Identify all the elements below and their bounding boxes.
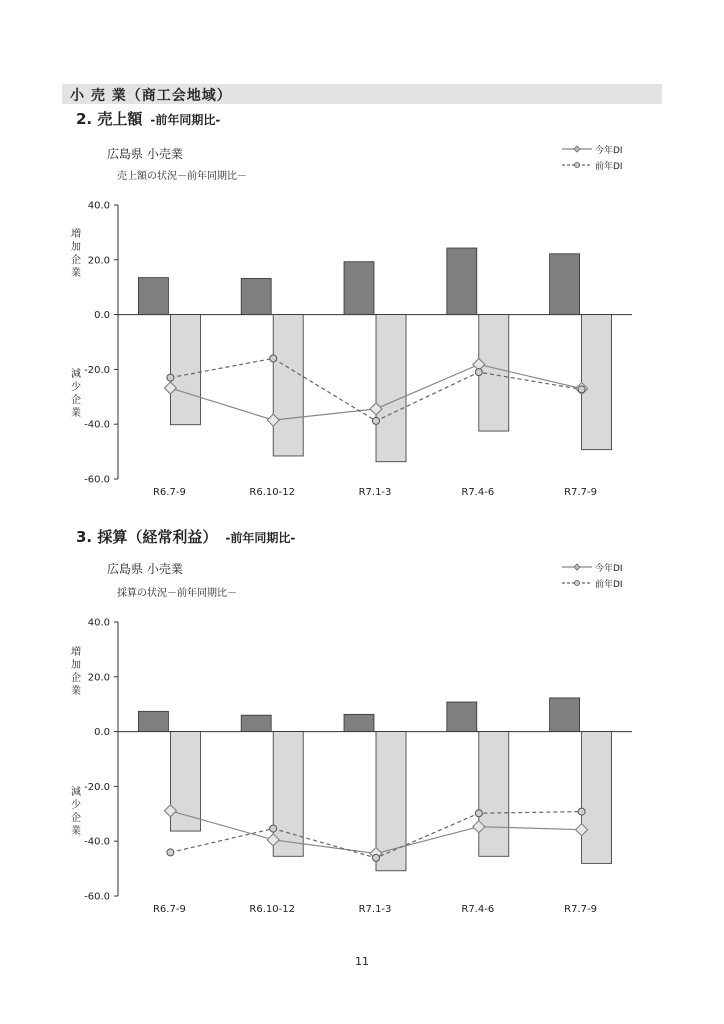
chart-title: 広島県 小売業	[107, 147, 183, 161]
point-last-year	[167, 849, 174, 856]
section-title-text: 2. 売上額	[76, 110, 143, 128]
bar-increase	[550, 254, 580, 315]
legend-line-dashed-icon	[562, 161, 592, 169]
bar-decrease	[582, 315, 612, 450]
chart-title: 広島県 小売業	[107, 562, 183, 576]
bar-decrease	[582, 732, 612, 864]
legend-label: 前年DI	[595, 579, 623, 590]
x-tick-label: R6.10-12	[249, 904, 295, 915]
legend-label: 今年DI	[595, 563, 623, 574]
chart-subtitle: 採算の状況－前年同期比－	[117, 588, 237, 599]
bar-decrease	[376, 315, 406, 462]
bar-increase	[447, 702, 477, 732]
legend-line-dashed-icon	[562, 579, 592, 587]
legend	[562, 141, 652, 173]
bar-decrease	[273, 315, 303, 456]
x-tick-label: R7.4-6	[461, 904, 495, 915]
x-tick-label: R7.4-6	[461, 487, 495, 498]
y-label-decrease: 減少企業	[71, 787, 81, 837]
bar-increase	[138, 711, 168, 731]
y-label-increase: 増加企業	[71, 229, 81, 279]
legend-label: 今年DI	[595, 145, 623, 156]
y-label-increase: 増加企業	[71, 647, 81, 697]
x-tick-label: R7.7-9	[564, 904, 598, 915]
page-number: 11	[355, 955, 369, 968]
section-title-text: 3. 採算（経常利益）	[76, 528, 218, 546]
bar-increase	[241, 715, 271, 731]
y-tick-label: 20.0	[87, 672, 110, 684]
point-last-year	[578, 808, 585, 815]
point-last-year	[373, 854, 380, 861]
y-tick-label: -40.0	[84, 419, 110, 431]
y-tick-label: -60.0	[84, 474, 110, 486]
section-title-profit	[76, 526, 295, 547]
bar-decrease	[170, 315, 200, 425]
bar-increase	[447, 248, 477, 315]
y-tick-label: -20.0	[84, 781, 110, 793]
band-title: 小 売 業（商工会地域）	[70, 88, 232, 104]
point-last-year	[270, 825, 277, 832]
legend-item-last-year	[562, 157, 652, 173]
profit-chart	[0, 612, 724, 932]
point-last-year	[578, 386, 585, 393]
point-last-year	[167, 374, 174, 381]
x-tick-label: R6.7-9	[152, 904, 186, 915]
y-tick-label: -40.0	[84, 836, 110, 848]
x-tick-label: R7.7-9	[564, 487, 598, 498]
y-tick-label: 0.0	[94, 310, 110, 322]
y-tick-label: -20.0	[84, 364, 110, 376]
legend-label: 前年DI	[595, 161, 623, 172]
bar-increase	[550, 698, 580, 732]
legend-item-this-year	[562, 559, 652, 575]
x-tick-label: R6.7-9	[152, 487, 186, 498]
y-tick-label: 40.0	[87, 200, 110, 212]
y-tick-label: 0.0	[94, 727, 110, 739]
sales-chart	[0, 195, 724, 515]
legend	[562, 559, 652, 591]
bar-decrease	[273, 732, 303, 857]
legend-line-solid-icon	[562, 145, 592, 153]
x-tick-label: R7.1-3	[358, 904, 392, 915]
x-tick-label: R6.10-12	[249, 487, 295, 498]
y-tick-label: 40.0	[87, 617, 110, 629]
chart-subtitle: 売上額の状況－前年同期比－	[117, 171, 247, 182]
point-last-year	[270, 355, 277, 362]
section-band	[62, 84, 662, 104]
bar-increase	[138, 278, 168, 315]
legend-item-last-year	[562, 575, 652, 591]
section-title-sub: -前年同期比-	[225, 531, 296, 545]
x-tick-label: R7.1-3	[358, 487, 392, 498]
bar-increase	[344, 714, 374, 731]
bar-increase	[241, 278, 271, 314]
section-title-sub: -前年同期比-	[150, 113, 221, 127]
legend-item-this-year	[562, 141, 652, 157]
y-tick-label: 20.0	[87, 255, 110, 267]
y-tick-label: -60.0	[84, 891, 110, 903]
point-last-year	[373, 417, 380, 424]
legend-line-solid-icon	[562, 563, 592, 571]
y-label-decrease: 減少企業	[71, 369, 81, 419]
bar-decrease	[479, 732, 509, 857]
point-last-year	[475, 810, 482, 817]
section-title-sales	[76, 108, 220, 129]
point-last-year	[475, 369, 482, 376]
bar-decrease	[170, 732, 200, 831]
bar-increase	[344, 262, 374, 315]
